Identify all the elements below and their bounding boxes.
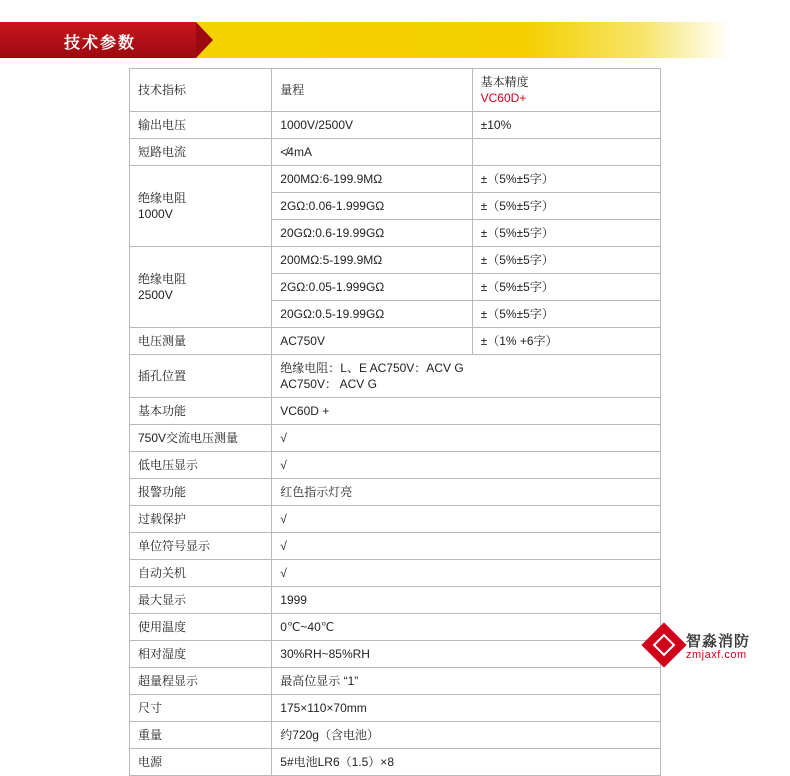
logo-company-name: 智淼消防	[686, 633, 751, 650]
row-range: 200MΩ:6-199.9MΩ	[272, 166, 472, 193]
row-label-basic-function: 基本功能	[130, 398, 272, 425]
row-range-jack-position	[272, 355, 661, 398]
row-label: 报警功能	[130, 479, 272, 506]
row-label: 尺寸	[130, 695, 272, 722]
row-range: √	[272, 560, 661, 587]
row-accuracy: ±（5%±5字）	[472, 220, 660, 247]
row-range: √	[272, 506, 661, 533]
jack-position-line1: 绝缘电阻：L、E AC750V：ACV G	[280, 361, 464, 375]
page-title: 技术参数	[64, 35, 137, 52]
row-label-line2: 1000V	[138, 207, 173, 221]
table-row	[130, 722, 661, 749]
row-range: 约720g（含电池）	[272, 722, 661, 749]
row-range: ≮4mA	[272, 139, 472, 166]
row-range: 最高位显示 “1”	[272, 668, 661, 695]
row-label: 重量	[130, 722, 272, 749]
table-row	[130, 112, 661, 139]
row-label: 自动关机	[130, 560, 272, 587]
row-range: 1000V/2500V	[272, 112, 472, 139]
row-label: 超量程显示	[130, 668, 272, 695]
row-accuracy: ±（1% +6字）	[472, 328, 660, 355]
row-range: √	[272, 452, 661, 479]
row-range: √	[272, 533, 661, 560]
row-label: 低电压显示	[130, 452, 272, 479]
jack-position-line2: AC750V： ACV G	[280, 377, 377, 391]
table-row	[130, 247, 661, 274]
row-label: 750V交流电压测量	[130, 425, 272, 452]
table-header-row	[130, 69, 661, 112]
table-row	[130, 355, 661, 398]
table-row	[130, 479, 661, 506]
row-label-insulation-1000v	[130, 166, 272, 247]
page-banner	[0, 22, 790, 58]
header-cell-accuracy	[472, 69, 660, 112]
table-row	[130, 560, 661, 587]
logo-website: zmjaxf.com	[686, 649, 747, 661]
row-label-line1: 绝缘电阻	[138, 191, 187, 205]
row-range: 20GΩ:0.6-19.99GΩ	[272, 220, 472, 247]
row-accuracy: ±（5%±5字）	[472, 193, 660, 220]
row-label-insulation-2500v	[130, 247, 272, 328]
row-range: 5#电池LR6（1.5）×8	[272, 749, 661, 776]
row-range: AC750V	[272, 328, 472, 355]
table-row	[130, 506, 661, 533]
table-row	[130, 166, 661, 193]
row-label: 单位符号显示	[130, 533, 272, 560]
header-accuracy-label: 基本精度	[480, 75, 529, 89]
row-accuracy	[472, 139, 660, 166]
table-row	[130, 328, 661, 355]
row-label: 最大显示	[130, 587, 272, 614]
row-label: 短路电流	[130, 139, 272, 166]
table-row	[130, 452, 661, 479]
row-accuracy: ±（5%±5字）	[472, 301, 660, 328]
table-row	[130, 425, 661, 452]
row-accuracy: ±（5%±5字）	[472, 166, 660, 193]
table-row	[130, 695, 661, 722]
row-accuracy: ±10%	[472, 112, 660, 139]
row-range: √	[272, 425, 661, 452]
row-label: 过载保护	[130, 506, 272, 533]
row-range: 200MΩ:5-199.9MΩ	[272, 247, 472, 274]
row-label: 相对湿度	[130, 641, 272, 668]
table-row	[130, 139, 661, 166]
row-accuracy: ±（5%±5字）	[472, 247, 660, 274]
table-row	[130, 587, 661, 614]
table-row	[130, 668, 661, 695]
row-range: 1999	[272, 587, 661, 614]
row-range: 2GΩ:0.06-1.999GΩ	[272, 193, 472, 220]
row-label: 电源	[130, 749, 272, 776]
row-label: 电压测量	[130, 328, 272, 355]
row-label: 使用温度	[130, 614, 272, 641]
row-label: 输出电压	[130, 112, 272, 139]
row-range: 0℃~40℃	[272, 614, 661, 641]
table-row	[130, 641, 661, 668]
row-label: 插孔位置	[130, 355, 272, 398]
header-cell-range: 量程	[272, 69, 472, 112]
row-label-line2: 2500V	[138, 288, 173, 302]
table-row	[130, 398, 661, 425]
site-logo	[648, 628, 778, 666]
header-cell-indicator: 技术指标	[130, 69, 272, 112]
row-range-basic-function: VC60D +	[272, 398, 661, 425]
diamond-logo-inner-icon	[653, 634, 676, 657]
table-row	[130, 749, 661, 776]
table-row	[130, 533, 661, 560]
diamond-logo-icon	[641, 622, 686, 667]
row-accuracy: ±（5%±5字）	[472, 274, 660, 301]
row-range: 红色指示灯亮	[272, 479, 661, 506]
row-label-line1: 绝缘电阻	[138, 272, 187, 286]
row-range: 30%RH~85%RH	[272, 641, 661, 668]
row-range: 2GΩ:0.05-1.999GΩ	[272, 274, 472, 301]
table-row	[130, 614, 661, 641]
row-range: 175×110×70mm	[272, 695, 661, 722]
row-range: 20GΩ:0.5-19.99GΩ	[272, 301, 472, 328]
header-accuracy-model: VC60D+	[480, 91, 527, 105]
